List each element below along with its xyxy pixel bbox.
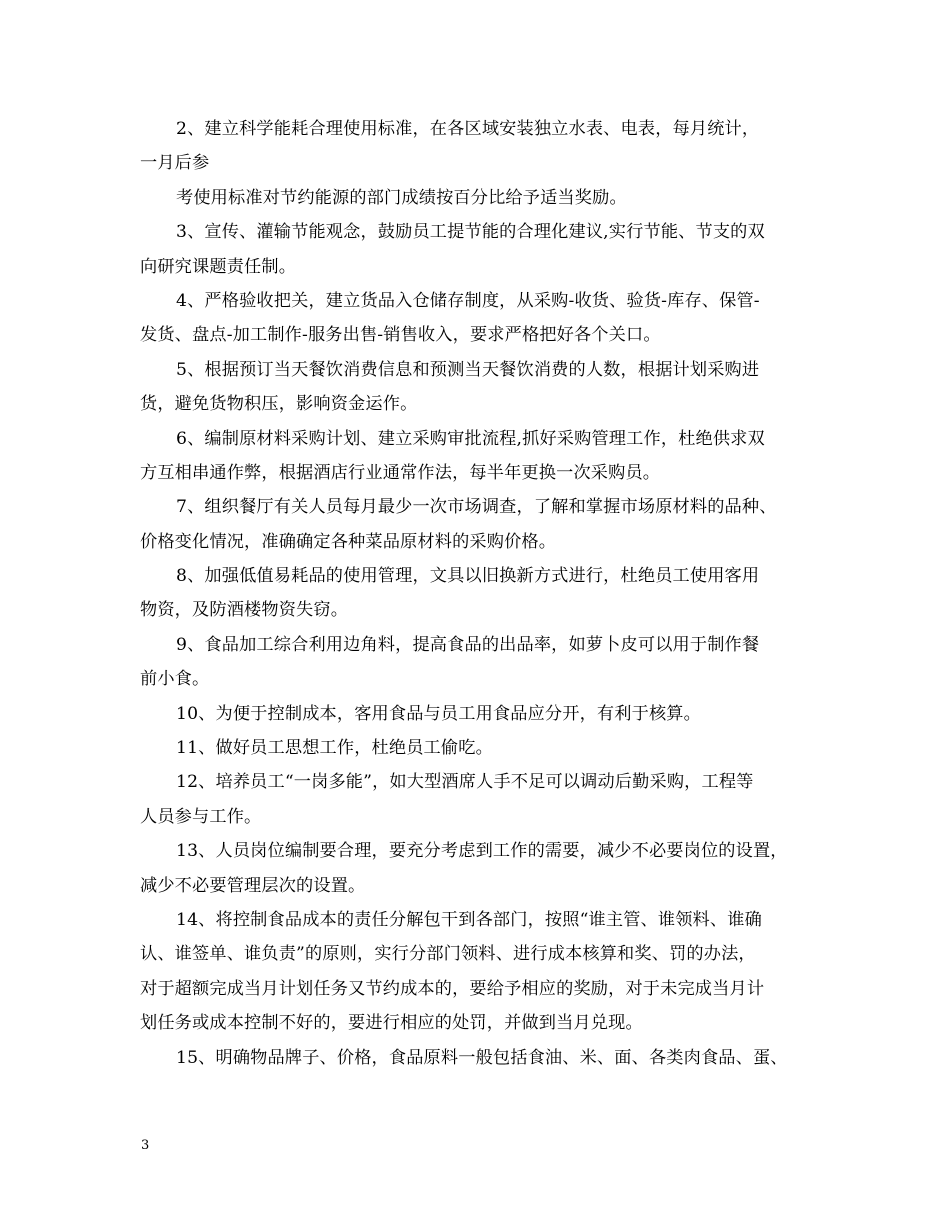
text-line: 物资，及防酒楼物资失窃。 (140, 600, 349, 621)
text-line: 9、食品加工综合利用边角料，提高食品的出品率，如萝卜皮可以用于制作餐 (176, 634, 760, 655)
document-body (140, 112, 830, 1075)
text-line: 6、编制原材料采购计划、建立采购审批流程,抓好采购管理工作，杜绝供求双 (176, 428, 765, 449)
text-line: 人员参与工作。 (140, 806, 262, 827)
text-line: 13、人员岗位编制要合理，要充分考虑到工作的需要，减少不必要岗位的设置， (176, 841, 788, 862)
text-line: 对于超额完成当月计划任务又节约成本的，要给予相应的奖励，对于未完成当月计 (140, 978, 765, 999)
text-line: 方互相串通作弊，根据酒店行业通常作法，每半年更换一次采购员。 (140, 462, 661, 483)
text-line: 划任务或成本控制不好的，要进行相应的处罚，并做到当月兑现。 (140, 1013, 643, 1034)
text-line: 7、组织餐厅有关人员每月最少一次市场调查，了解和掌握市场原材料的品种、 (176, 497, 777, 518)
text-line: 14、将控制食品成本的责任分解包干到各部门，按照“谁主管、谁领料、谁确 (176, 909, 762, 930)
text-line: 12、培养员工“一岗多能”，如大型酒席人手不足可以调动后勤采购，工程等 (176, 772, 754, 793)
text-line: 价格变化情况，准确确定各种菜品原材料的采购价格。 (140, 531, 557, 552)
text-line: 减少不必要管理层次的设置。 (140, 875, 366, 896)
text-line: 一月后参 (140, 153, 210, 174)
text-line: 11、做好员工思想工作，杜绝员工偷吃。 (176, 738, 493, 759)
text-line: 8、加强低值易耗品的使用管理，文具以旧换新方式进行，杜绝员工使用客用 (176, 566, 760, 587)
text-line: 10、为便于控制成本，客用食品与员工用食品应分开，有利于核算。 (176, 703, 701, 724)
text-line: 货，避免货物积压，影响资金运作。 (140, 394, 418, 415)
text-line: 15、明确物品牌子、价格，食品原料一般包括食油、米、面、各类肉食品、蛋、 (176, 1047, 788, 1068)
text-line: 认、谁签单、谁负责”的原则，实行分部门领料、进行成本核算和奖、罚的办法， (140, 944, 756, 965)
text-line: 向研究课题责任制。 (140, 256, 297, 277)
text-line: 4、严格验收把关，建立货品入仓储存制度，从采购-收货、验货-库存、保管- (176, 290, 760, 311)
text-line: 5、根据预订当天餐饮消费信息和预测当天餐饮消费的人数，根据计划采购进 (176, 359, 760, 380)
text-line: 3、宣传、灌输节能观念，鼓励员工提节能的合理化建议,实行节能、节支的双 (176, 222, 765, 243)
text-line: 发货、盘点-加工制作-服务出售-销售收入，要求严格把好各个关口。 (140, 325, 661, 346)
text-line: 考使用标准对节约能源的部门成绩按百分比给予适当奖励。 (176, 187, 627, 208)
text-line: 2、建立科学能耗合理使用标准，在各区域安装独立水表、电表，每月统计， (176, 119, 760, 139)
page-number: 3 (141, 1138, 150, 1153)
text-line: 前小食。 (140, 669, 210, 690)
